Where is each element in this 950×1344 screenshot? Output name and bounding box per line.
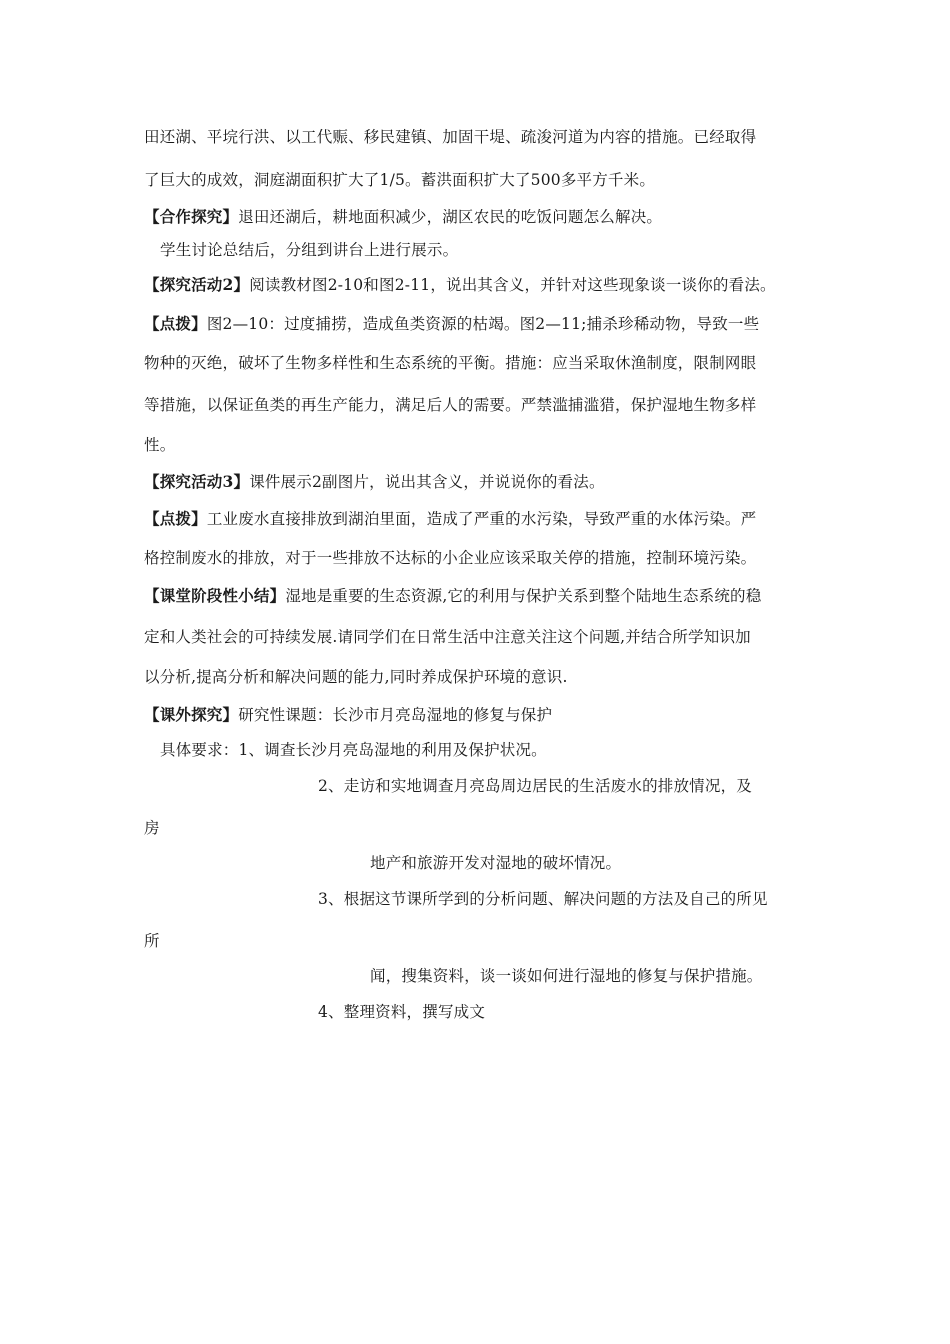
requirement-item: 具体要求：1、调查长沙月亮岛湿地的利用及保护状况。 (160, 741, 547, 759)
paragraph-text: 图2—10：过度捕捞，造成鱼类资源的枯竭。图2—11;捕杀珍稀动物，导致一些 (206, 315, 760, 333)
paragraph-text: 退田还湖后，耕地面积减少，湖区农民的吃饭问题怎么解决。 (238, 208, 663, 226)
requirement-item: 3、根据这节课所学到的分析问题、解决问题的方法及自己的所见 (318, 890, 768, 908)
paragraph-line: 性。 (144, 436, 176, 454)
paragraph-line: 了巨大的成效，洞庭湖面积扩大了1/5。蓄洪面积扩大了500多平方千米。 (144, 171, 656, 189)
paragraph-text: 湿地是重要的生态资源,它的利用与保护关系到整个陆地生态系统的稳 (285, 587, 762, 605)
paragraph-text: 阅读教材图2-10和图2-11，说出其含义，并针对这些现象谈一谈你的看法。 (249, 276, 776, 294)
section-label: 【点拨】 (144, 509, 207, 528)
paragraph-line: 所 (144, 932, 160, 950)
section-label: 【课外探究】 (144, 705, 239, 724)
cooperative-inquiry-paragraph (144, 207, 662, 227)
hint-paragraph (144, 509, 756, 529)
extracurricular-paragraph (144, 705, 552, 725)
paragraph-line: 闻，搜集资料，谈一谈如何进行湿地的修复与保护措施。 (370, 967, 763, 985)
activity-3-paragraph (144, 472, 605, 492)
paragraph-line: 物种的灭绝，破坏了生物多样性和生态系统的平衡。措施：应当采取休渔制度，限制网眼 (144, 354, 757, 372)
paragraph-line: 学生讨论总结后，分组到讲台上进行展示。 (160, 241, 459, 259)
activity-2-paragraph (144, 275, 776, 295)
paragraph-text: 课件展示2副图片，说出其含义，并说说你的看法。 (249, 473, 605, 491)
paragraph-line: 等措施，以保证鱼类的再生产能力，满足后人的需要。严禁滥捕滥猎，保护湿地生物多样 (144, 396, 757, 414)
paragraph-line: 以分析,提高分析和解决问题的能力,同时养成保护环境的意识. (144, 668, 568, 686)
paragraph-line: 地产和旅游开发对湿地的破坏情况。 (370, 854, 622, 872)
section-label: 【点拨】 (144, 314, 207, 333)
paragraph-text: 工业废水直接排放到湖泊里面，造成了严重的水污染，导致严重的水体污染。严 (206, 510, 757, 528)
paragraph-text: 研究性课题：长沙市月亮岛湿地的修复与保护 (238, 706, 553, 724)
paragraph-line: 田还湖、平垸行洪、以工代赈、移民建镇、加固干堤、疏浚河道为内容的措施。已经取得 (144, 128, 757, 146)
paragraph-line: 房 (144, 819, 160, 837)
section-label: 【合作探究】 (144, 207, 239, 226)
summary-paragraph (144, 586, 761, 606)
paragraph-line: 定和人类社会的可持续发展.请同学们在日常生活中注意关注这个问题,并结合所学知识加 (144, 628, 751, 646)
paragraph-line: 格控制废水的排放，对于一些排放不达标的小企业应该采取关停的措施，控制环境污染。 (144, 549, 757, 567)
hint-paragraph (144, 314, 759, 334)
section-label: 【探究活动2】 (144, 275, 250, 294)
requirement-item: 4、整理资料，撰写成文 (318, 1003, 486, 1021)
requirement-item: 2、走访和实地调查月亮岛周边居民的生活废水的排放情况，及 (318, 777, 752, 795)
section-label: 【探究活动3】 (144, 472, 250, 491)
section-label: 【课堂阶段性小结】 (144, 586, 286, 605)
